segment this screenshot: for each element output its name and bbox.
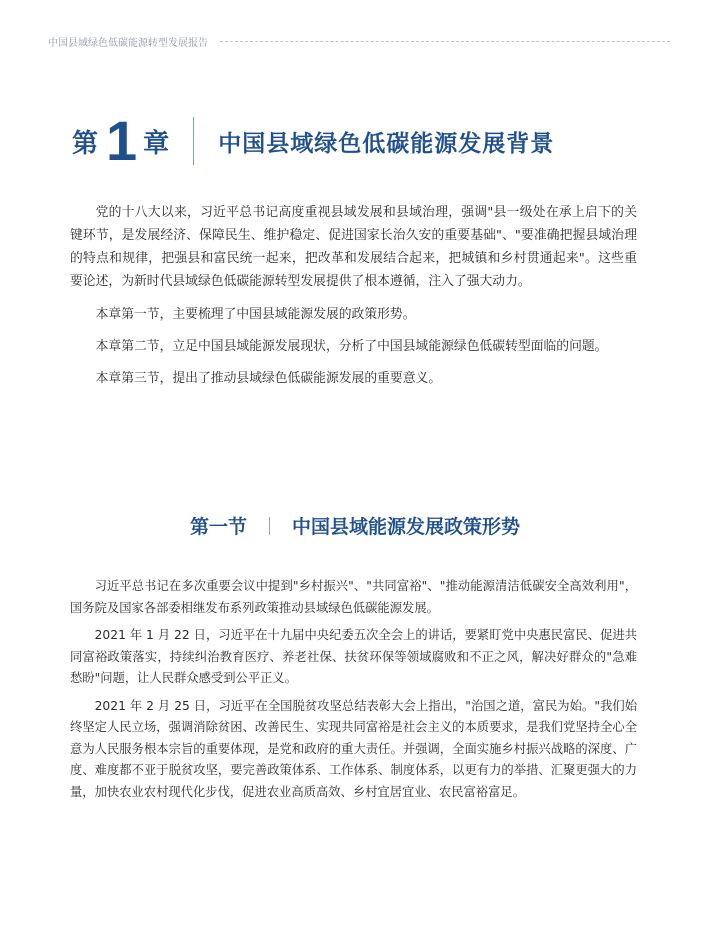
intro-paragraph: 本章第二节，立足中国县域能源发展现状，分析了中国县域能源绿色低碳转型面临的问题。 [95,339,608,354]
section-label: 第一节 [189,516,247,538]
section-heading [0,512,710,539]
section-paragraph: 习近平总书记在多次重要会议中提到"乡村振兴"、"共同富裕"、"推动能源清洁低碳安全高效利用"，国务院及国家各部委相继发布系列政策推动县域绿色低碳能源发展。 [70,579,637,615]
chapter-divider [193,117,194,165]
report-title: 中国县域绿色低碳能源转型发展报告 [48,38,208,49]
intro-paragraph: 党的十八大以来，习近平总书记高度重视县域发展和县域治理，强调"县一级处在承上启下的关键环节，是发展经济、保障民生、维护稳定、促进国家长治久安的重要基础"、"要准确把握县域治理的特点和规律，把强县和富民统一起来，把改革和发展结合起来，把城镇和乡村贯通起来"。这些重要论述，为新时代县域绿色低碳能源转型发展提供了根本遵循，注入了强大动力。 [70,205,637,289]
intro-paragraph: 本章第三节，提出了推动县域绿色低碳能源发展的重要意义。 [95,371,442,386]
intro-paragraph: 本章第一节，主要梳理了中国县域能源发展的政策形势。 [95,307,416,322]
section-text [70,576,637,803]
chapter-prefix: 第 [72,128,99,159]
section-paragraph: 2021 年 1 月 22 日，习近平在十九届中央纪委五次全会上的讲话，要紧盯党中央惠民富民、促进共同富裕政策落实，持续纠治教育医疗、养老社保、扶贫环保等领域腐败和不正之风，解决好群众的"急难愁盼"问题，让人民群众感受到公平正义。 [70,628,637,685]
header-divider [220,41,670,42]
chapter-title: 中国县域绿色低碳能源发展背景 [218,130,555,157]
section-title: 中国县域能源发展政策形势 [292,516,521,538]
intro-text [70,201,637,390]
chapter-suffix: 章 [143,128,170,159]
page-header [48,34,670,49]
chapter-number: 1 [106,109,138,172]
chapter-heading [72,109,555,172]
section-divider [269,517,270,535]
section-paragraph: 2021 年 2 月 25 日，习近平在全国脱贫攻坚总结表彰大会上指出，"治国之道，富民为始。"我们始终坚定人民立场，强调消除贫困、改善民生、实现共同富裕是社会主义的本质要求，是我们党坚持全心全意为人民服务根本宗旨的重要体现，是党和政府的重大责任。并强调，全面实施乡村振兴战略的深度、广度、难度都不亚于脱贫攻坚，要完善政策体系、工作体系、制度体系，以更有力的举措、汇聚更强大的力量，加快农业农村现代化步伐，促进农业高质高效、乡村宜居宜业、农民富裕富足。 [70,698,637,799]
